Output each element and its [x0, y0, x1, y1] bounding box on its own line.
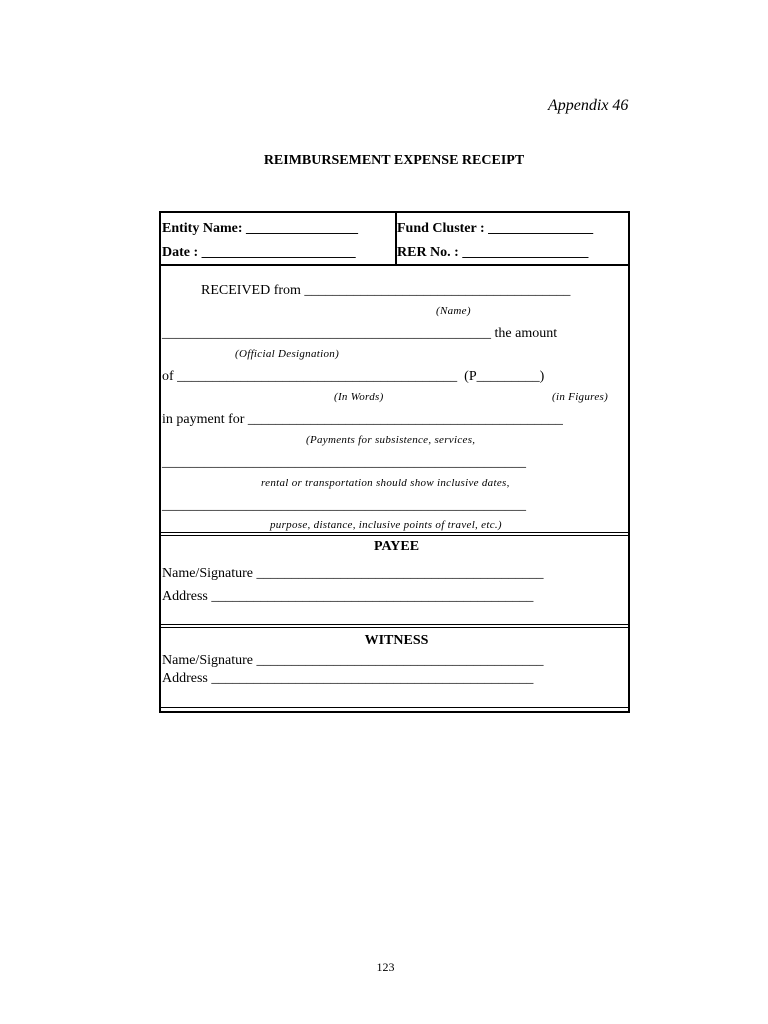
- payee-bottom-rule-2: [161, 627, 628, 628]
- receipt-bottom-rule-1: [161, 532, 628, 533]
- witness-name-signature-field[interactable]: Name/Signature _________________________________________: [162, 653, 544, 668]
- payee-name-signature-field[interactable]: Name/Signature _________________________________________: [162, 566, 544, 581]
- payee-bottom-rule-1: [161, 624, 628, 625]
- document-title: REIMBURSEMENT EXPENSE RECEIPT: [263, 153, 525, 168]
- payment-hint-3: purpose, distance, inclusive points of travel, etc.): [270, 519, 502, 531]
- payment-hint-2: rental or transportation should show inclusive dates,: [261, 477, 510, 489]
- in-figures-hint: (in Figures): [552, 391, 609, 403]
- designation-field[interactable]: _______________________________________________ the amount: [162, 326, 558, 341]
- in-words-hint: (In Words): [334, 391, 384, 403]
- payment-blank-line-1[interactable]: ____________________________________________________: [162, 455, 526, 470]
- witness-address-field[interactable]: Address ______________________________________________: [162, 671, 534, 686]
- witness-title: WITNESS: [364, 633, 429, 648]
- payee-title: PAYEE: [373, 539, 420, 554]
- designation-hint: (Official Designation): [235, 348, 340, 360]
- rer-no-field[interactable]: RER No. : __________________: [397, 245, 589, 260]
- payment-for-field[interactable]: in payment for _____________________________________________: [162, 412, 563, 427]
- payment-blank-line-2[interactable]: ____________________________________________________: [162, 498, 526, 513]
- witness-bottom-rule: [161, 707, 628, 708]
- date-field[interactable]: Date : ______________________: [162, 245, 356, 260]
- received-from-field[interactable]: RECEIVED from ______________________________________: [201, 283, 571, 298]
- payee-address-field[interactable]: Address ______________________________________________: [162, 589, 534, 604]
- receipt-form: [159, 211, 630, 713]
- header-bottom-rule: [161, 264, 628, 266]
- amount-field[interactable]: of ________________________________________ (P_________): [162, 369, 545, 384]
- name-hint: (Name): [436, 305, 471, 317]
- payment-hint-1: (Payments for subsistence, services,: [306, 434, 476, 446]
- receipt-bottom-rule-2: [161, 535, 628, 536]
- entity-name-field[interactable]: Entity Name: ________________: [162, 221, 358, 236]
- page-number: 123: [376, 960, 395, 974]
- appendix-label: Appendix 46: [548, 97, 629, 114]
- fund-cluster-field[interactable]: Fund Cluster : _______________: [397, 221, 594, 236]
